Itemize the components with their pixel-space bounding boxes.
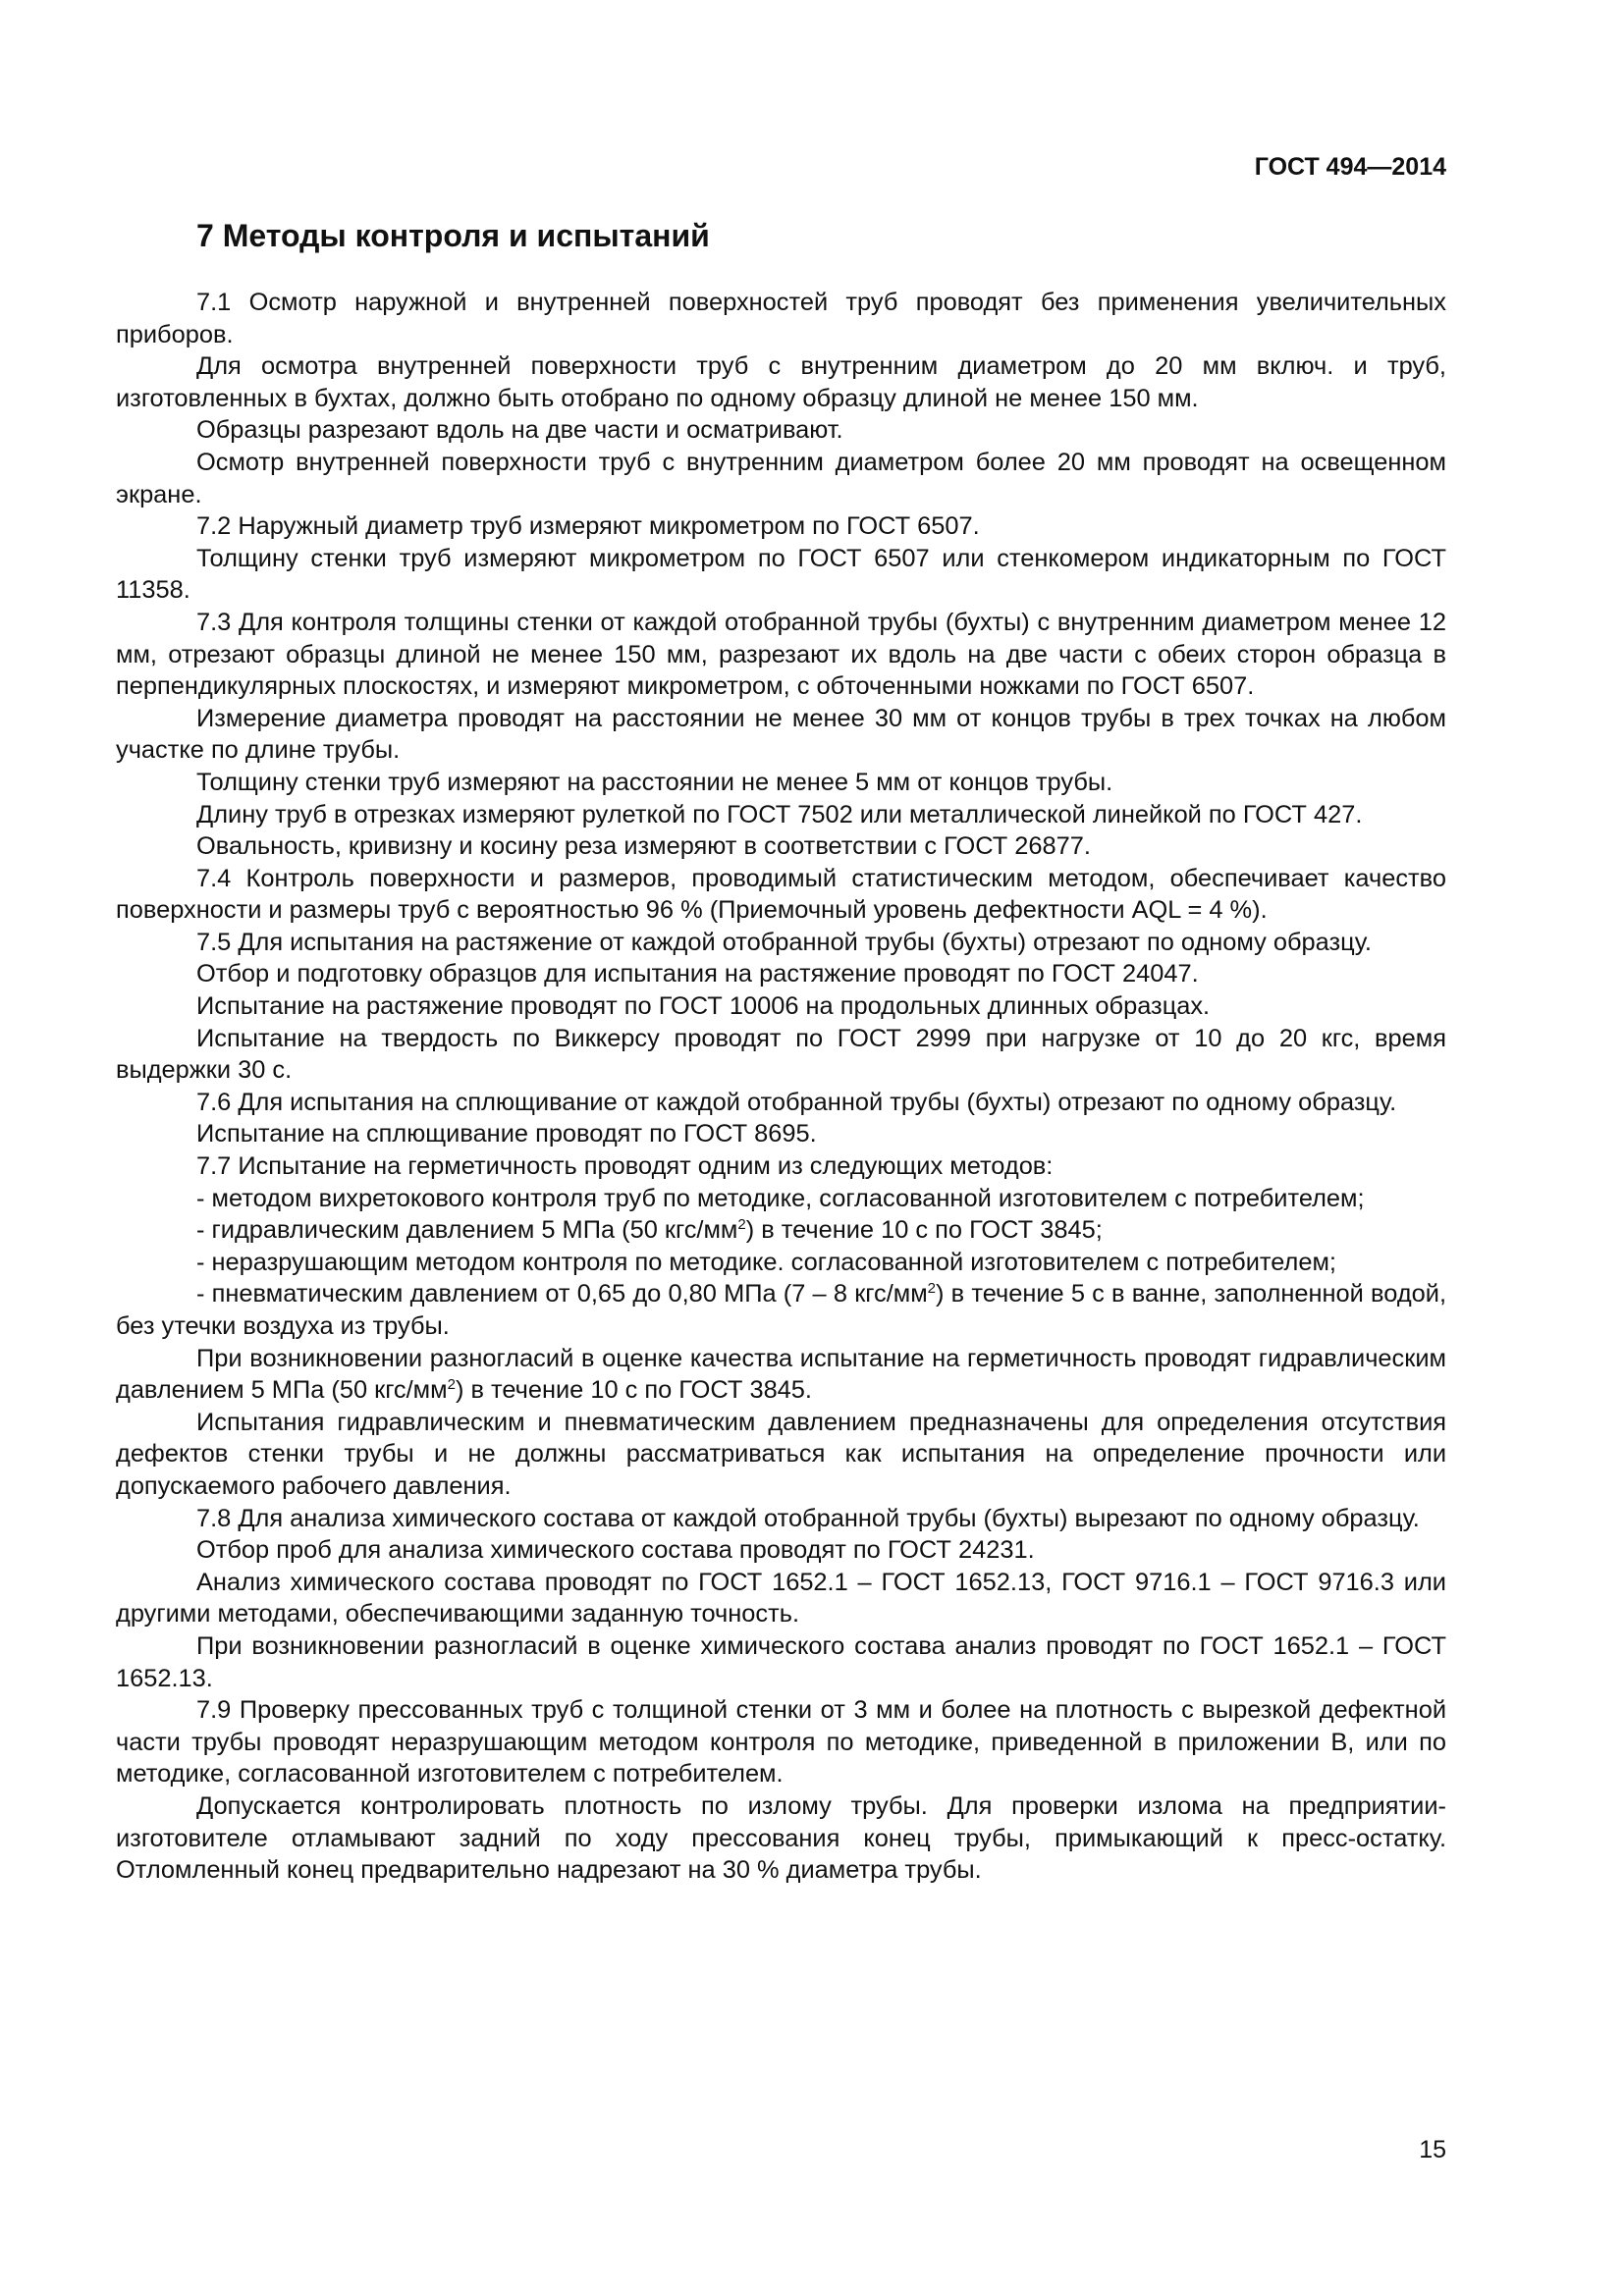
section-title: 7 Методы контроля и испытаний bbox=[196, 218, 710, 253]
paragraph: Анализ химического состава проводят по ГОСТ 1652.1 – ГОСТ 1652.13, ГОСТ 9716.1 – ГОСТ 9716.3 или другими методами, обеспечивающими заданную точность. bbox=[116, 1568, 1446, 1629]
paragraph: - неразрушающим методом контроля по методике. согласованной изготовителем с потребителем; bbox=[196, 1248, 1336, 1276]
paragraph: При возникновении разногласий в оценке химического состава анализ проводят по ГОСТ 1652.1 – ГОСТ 1652.13. bbox=[116, 1631, 1446, 1692]
document-code: ГОСТ 494—2014 bbox=[1254, 153, 1446, 181]
paragraph: 7.8 Для анализа химического состава от каждой отобранной трубы (бухты) вырезают по одному образцу. bbox=[196, 1504, 1420, 1532]
superscript: 2 bbox=[927, 1280, 937, 1298]
paragraph: Длину труб в отрезках измеряют рулеткой по ГОСТ 7502 или металлической линейкой по ГОСТ 427. bbox=[196, 800, 1363, 828]
paragraph: Измерение диаметра проводят на расстоянии не менее 30 мм от концов трубы в трех точках на любом участке по длине трубы. bbox=[116, 704, 1446, 765]
paragraph: Испытание на растяжение проводят по ГОСТ 10006 на продольных длинных образцах. bbox=[196, 992, 1211, 1021]
text-segment: ) в течение 10 с по ГОСТ 3845; bbox=[745, 1216, 1103, 1245]
paragraph: Овальность, кривизну и косину реза измеряют в соответствии с ГОСТ 26877. bbox=[196, 832, 1091, 861]
superscript: 2 bbox=[737, 1216, 746, 1234]
paragraph: Испытание на твердость по Виккерсу проводят по ГОСТ 2999 при нагрузке от 10 до 20 кгс, время выдержки 30 с. bbox=[116, 1024, 1446, 1085]
paragraph: 7.2 Наружный диаметр труб измеряют микрометром по ГОСТ 6507. bbox=[196, 512, 980, 541]
paragraph-hydraulic bbox=[116, 1214, 1446, 1247]
paragraph: 7.6 Для испытания на сплющивание от каждой отобранной трубы (бухты) отрезают по одному образцу. bbox=[196, 1088, 1397, 1116]
paragraph: Испытания гидравлическим и пневматическим давлением предназначены для определения отсутствия дефектов стенки трубы и не должны рассматриваться как испытания на определение прочности или допускаемого рабочего давления. bbox=[116, 1408, 1446, 1500]
superscript: 2 bbox=[447, 1376, 456, 1394]
paragraph: 7.4 Контроль поверхности и размеров, проводимый статистическим методом, обеспечивает качество поверхности и размеры труб с вероятностью 96 % (Приемочный уровень дефектности AQL = 4 %). bbox=[116, 864, 1446, 925]
paragraph: - методом вихретокового контроля труб по методике, согласованной изготовителем с потребителем; bbox=[196, 1184, 1365, 1212]
paragraph: Отбор и подготовку образцов для испытания на растяжение проводят по ГОСТ 24047. bbox=[196, 960, 1199, 988]
paragraph: Толщину стенки труб измеряют микрометром по ГОСТ 6507 или стенкомером индикаторным по ГОСТ 11358. bbox=[116, 544, 1446, 605]
section-body bbox=[116, 287, 1446, 1887]
text-segment: При возникновении разногласий в оценке качества испытание на герметичность проводят гидравлическим давлением 5 МПа (50 кгс/мм bbox=[116, 1344, 1446, 1405]
paragraph-disagreement bbox=[116, 1343, 1446, 1407]
paragraph-pneumatic bbox=[116, 1278, 1446, 1342]
text-segment: - гидравлическим давлением 5 МПа (50 кгс/мм bbox=[196, 1216, 738, 1245]
paragraph: Для осмотра внутренней поверхности труб с внутренним диаметром до 20 мм включ. и труб, изготовленных в бухтах, должно быть отобрано по одному образцу длиной не менее 150 мм. bbox=[116, 352, 1446, 412]
text-segment: ) в течение 5 с в ванне, заполненной водой, без утечки воздуха из трубы. bbox=[116, 1280, 1446, 1340]
paragraph: 7.3 Для контроля толщины стенки от каждой отобранной трубы (бухты) с внутренним диаметром менее 12 мм, отрезают образцы длиной не менее 150 мм, разрезают их вдоль на две части с обеих сторон образца в перпендикулярных плоскостях, и измеряют микрометром, с обточенными ножками по ГОСТ 6507. bbox=[116, 608, 1446, 701]
paragraph: Допускается контролировать плотность по излому трубы. Для проверки излома на предприятии-изготовителе отламывают задний по ходу прессования конец трубы, примыкающий к пресс-остатку. Отломленный конец предварительно надрезают на 30 % диаметра трубы. bbox=[116, 1791, 1446, 1885]
text-segment: ) в течение 10 с по ГОСТ 3845. bbox=[455, 1376, 812, 1405]
paragraph: 7.7 Испытание на герметичность проводят одним из следующих методов: bbox=[196, 1152, 1054, 1181]
paragraph: Отбор проб для анализа химического состава проводят по ГОСТ 24231. bbox=[196, 1536, 1035, 1565]
paragraph: Толщину стенки труб измеряют на расстоянии не менее 5 мм от концов трубы. bbox=[196, 768, 1113, 796]
paragraph: Осмотр внутренней поверхности труб с внутренним диаметром более 20 мм проводят на освещенном экране. bbox=[116, 448, 1446, 508]
paragraph: 7.1 Осмотр наружной и внутренней поверхностей труб проводят без применения увеличительных приборов. bbox=[116, 289, 1446, 348]
page-number: 15 bbox=[1419, 2136, 1446, 2163]
paragraph: Образцы разрезают вдоль на две части и осматривают. bbox=[196, 416, 843, 445]
paragraph: Испытание на сплющивание проводят по ГОСТ 8695. bbox=[196, 1120, 817, 1148]
paragraph: 7.5 Для испытания на растяжение от каждой отобранной трубы (бухты) отрезают по одному образцу. bbox=[196, 928, 1372, 956]
text-segment: - пневматическим давлением от 0,65 до 0,80 МПа (7 – 8 кгс/мм bbox=[196, 1280, 928, 1308]
paragraph: 7.9 Проверку прессованных труб с толщиной стенки от 3 мм и более на плотность с вырезкой дефектной части трубы проводят неразрушающим методом контроля по методике, приведенной в приложении В, или по методике, согласованной изготовителем с потребителем. bbox=[116, 1696, 1446, 1789]
